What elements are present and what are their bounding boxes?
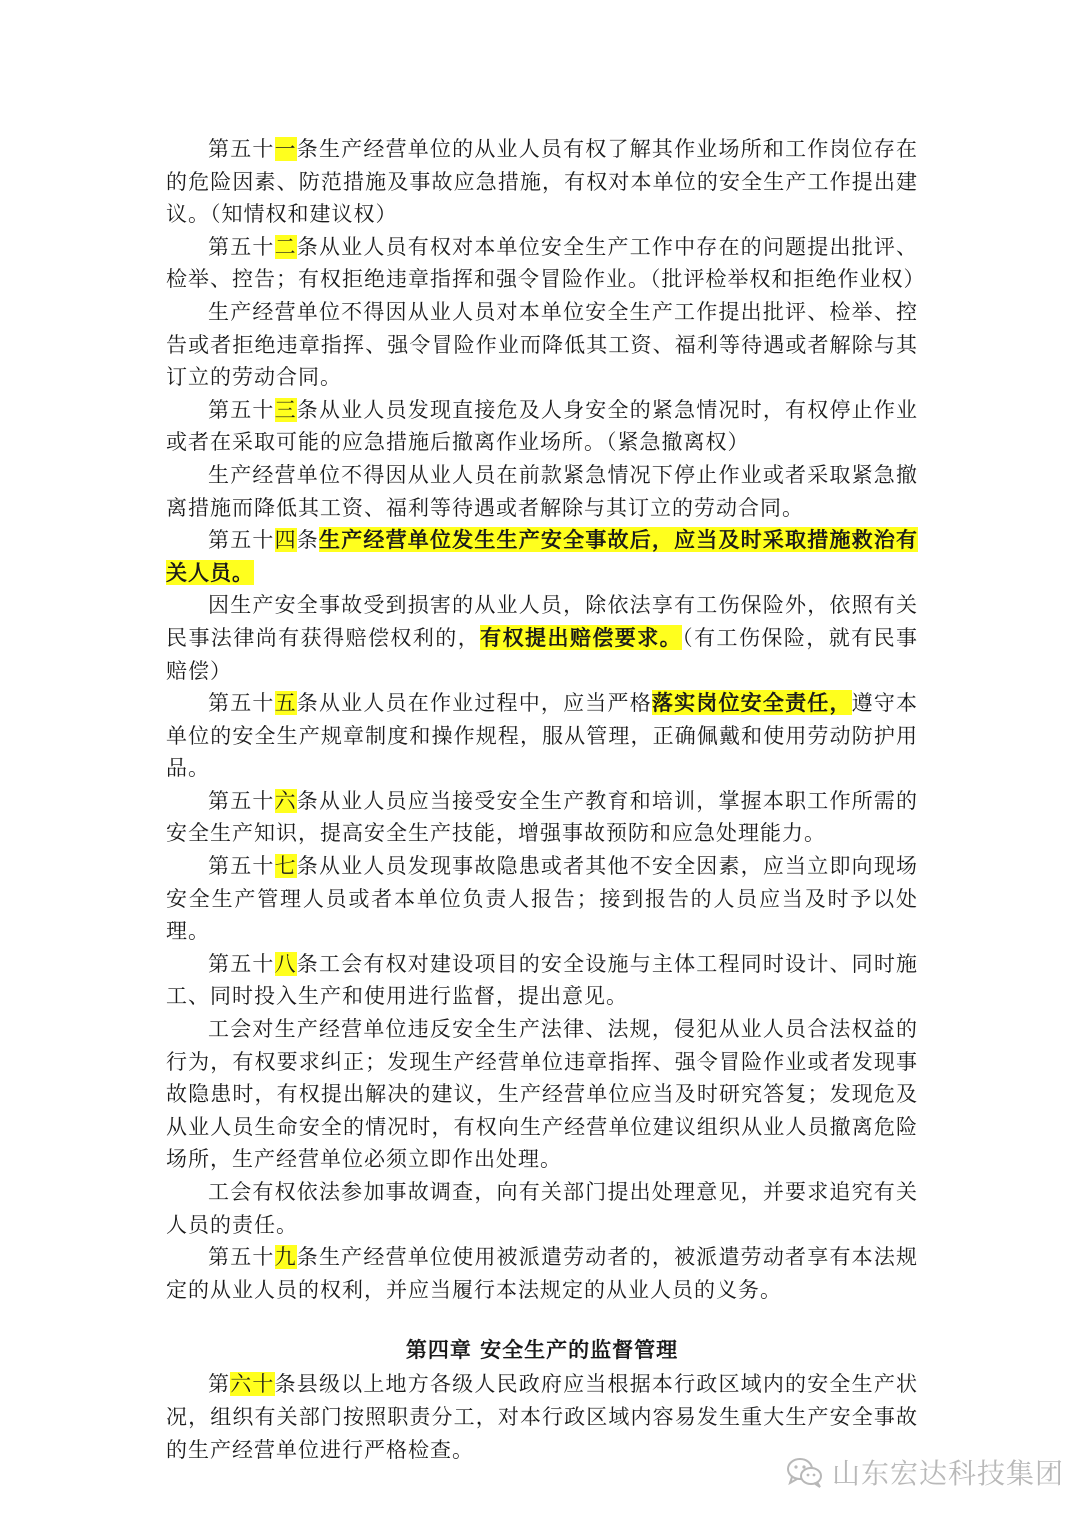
paragraph-text: 条生产经营单位使用被派遣劳动者的，被派遣劳动者享有本法规定的从业人员的权利，并应当履行本法规定的从业人员的义务。 xyxy=(166,1245,919,1302)
paragraph-text: 因生产安全事故受到损害的从业人员，除依法享有工伤保险外，依照有关民事法律尚有获得赔偿权利的， xyxy=(166,593,918,650)
article-paragraph xyxy=(166,948,918,1013)
article-paragraph xyxy=(166,459,918,524)
paragraph-text: （有工伤保险，就有民事赔偿） xyxy=(166,625,919,683)
paragraph-text: 遵守本单位的安全生产规章制度和操作规程，服从管理，正确佩戴和使用劳动防护用品。 xyxy=(166,691,919,781)
paragraph-text: 条从业人员发现直接危及人身安全的紧急情况时，有权停止作业或者在采取可能的应急措施后撤离作业场所。（紧急撤离权） xyxy=(166,397,919,455)
highlighted-article-number: 二 xyxy=(274,234,297,259)
highlighted-key-text: 生产经营单位发生生产安全事故后，应当及时采取措施救治有关人员。 xyxy=(166,527,919,585)
highlighted-article-number: 五 xyxy=(274,691,297,716)
paragraph-text: 工会对生产经营单位违反安全生产法律、法规，侵犯从业人员合法权益的行为，有权要求纠正；发现生产经营单位违章指挥、强令冒险作业或者发现事故隐患时，有权提出解决的建议，生产经营单位应当及时研究答复；发现危及从业人员生命安全的情况时，有权向生产经营单位建议组织从业人员撤离危险场所，生产经营单位必须立即作出处理。 xyxy=(166,1017,918,1172)
paragraph-text: 第五十 xyxy=(208,1245,275,1270)
article-paragraph xyxy=(166,1241,918,1306)
paragraph-text: 工会有权依法参加事故调查，向有关部门提出处理意见，并要求追究有关人员的责任。 xyxy=(166,1180,918,1237)
paragraph-text: 第五十 xyxy=(208,951,275,976)
paragraph-text: 条从业人员有权对本单位安全生产工作中存在的问题提出批评、检举、控告；有权拒绝违章指挥和强令冒险作业。（批评检举权和拒绝作业权） xyxy=(166,234,926,292)
highlighted-key-text: 有权提出赔偿要求。 xyxy=(480,624,683,650)
article-paragraph xyxy=(166,850,918,948)
paragraph-text: 第 xyxy=(208,1372,231,1397)
paragraph-text: 第五十 xyxy=(208,137,275,161)
highlighted-article-number: 八 xyxy=(274,951,297,976)
paragraph-text: 第五十 xyxy=(208,788,275,813)
chapter-title: 第四章 安全生产的监督管理 xyxy=(405,1337,679,1363)
paragraph-text: 条从业人员应当接受安全生产教育和培训，掌握本职工作所需的安全生产知识，提高安全生产技能，增强事故预防和应急处理能力。 xyxy=(166,788,919,846)
article-list xyxy=(166,133,926,1306)
highlighted-article-number: 三 xyxy=(274,397,297,422)
article-paragraph xyxy=(166,1176,918,1241)
paragraph-text: 第五十 xyxy=(208,397,275,422)
watermark xyxy=(786,1452,1064,1492)
article-paragraph xyxy=(166,394,918,459)
article-paragraph xyxy=(166,785,918,850)
paragraph-text: 第五十 xyxy=(208,528,275,553)
highlighted-key-text: 落实岗位安全责任， xyxy=(651,690,852,716)
article-paragraph xyxy=(166,1013,918,1176)
paragraph-text: 条县级以上地方各级人民政府应当根据本行政区域内的安全生产状况，组织有关部门按照职责分工，对本行政区域内容易发生重大生产安全事故的生产经营单位进行严格检查。 xyxy=(166,1372,919,1462)
article-paragraph xyxy=(166,231,926,296)
paragraph-text: 条从业人员在作业过程中，应当严格 xyxy=(296,691,652,716)
highlighted-article-number: 七 xyxy=(274,854,297,879)
document-page xyxy=(166,133,926,1466)
highlighted-article-number: 六十 xyxy=(230,1372,275,1397)
paragraph-text: 条工会有权对建设项目的安全设施与主体工程同时设计、同时施工、同时投入生产和使用进行监督，提出意见。 xyxy=(166,951,919,1009)
wechat-icon xyxy=(786,1456,824,1488)
article-paragraph xyxy=(166,524,918,589)
paragraph-text: 第五十 xyxy=(208,691,275,716)
highlighted-article-number: 一 xyxy=(274,137,297,161)
paragraph-text: 生产经营单位不得因从业人员在前款紧急情况下停止作业或者采取紧急撤离措施而降低其工资、福利等待遇或者解除与其订立的劳动合同。 xyxy=(166,462,918,520)
article-paragraph xyxy=(166,687,918,785)
highlighted-article-number: 四 xyxy=(274,528,297,553)
article-paragraph xyxy=(166,133,918,231)
article-paragraph xyxy=(166,589,918,687)
paragraph-text: 条 xyxy=(296,528,319,553)
watermark-text: 山东宏达科技集团 xyxy=(832,1457,1065,1490)
highlighted-article-number: 九 xyxy=(274,1245,297,1270)
paragraph-text: 生产经营单位不得因从业人员对本单位安全生产工作提出批评、检举、控告或者拒绝违章指挥、强令冒险作业而降低其工资、福利等待遇或者解除与其订立的劳动合同。 xyxy=(166,299,918,390)
paragraph-text: 条从业人员发现事故隐患或者其他不安全因素，应当立即向现场安全生产管理人员或者本单位负责人报告；接到报告的人员应当及时予以处理。 xyxy=(166,854,919,944)
highlighted-article-number: 六 xyxy=(274,788,297,813)
paragraph-text: 第五十 xyxy=(208,854,275,879)
paragraph-text: 第五十 xyxy=(208,234,275,259)
paragraph-text: 条生产经营单位的从业人员有权了解其作业场所和工作岗位存在的危险因素、防范措施及事故应急措施，有权对本单位的安全生产工作提出建议。（知情权和建议权） xyxy=(166,137,919,227)
article-paragraph xyxy=(166,296,918,394)
